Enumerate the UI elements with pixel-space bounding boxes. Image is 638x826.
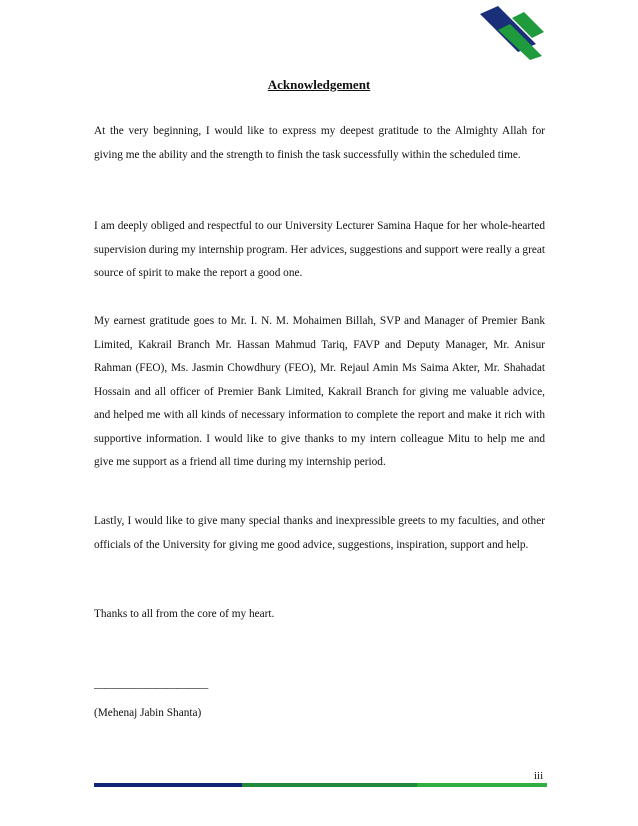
signature-name: (Mehenaj Jabin Shanta)	[94, 707, 202, 719]
paragraph-2: I am deeply obliged and respectful to our University Lecturer Samina Haque for her whole-hearted supervision during my internship program. Her advices, suggestions and support were really a great source of spirit to make the report a good one.	[94, 220, 545, 279]
bank-logo-icon	[476, 4, 546, 60]
paragraph-1: At the very beginning, I would like to express my deepest gratitude to the Almighty Allah for giving me the ability and the strength to finish the task successfully within the scheduled time.	[94, 125, 545, 161]
page-number: iii	[534, 770, 544, 782]
footer-bar	[94, 783, 547, 787]
paragraph-5: Thanks to all from the core of my heart.	[94, 608, 275, 620]
footer-bar-navy	[94, 783, 242, 787]
paragraph-4: Lastly, I would like to give many special thanks and inexpressible greets to my faculties, and other officials of the University for giving me good advice, suggestions, inspiration, support and help.	[94, 515, 545, 551]
footer-bar-green	[242, 783, 417, 787]
footer-bar-lightgreen	[417, 783, 547, 787]
signature-line: ———————————	[94, 682, 208, 694]
paragraph-3: My earnest gratitude goes to Mr. I. N. M. Mohaimen Billah, SVP and Manager of Premier Bank Limited, Kakrail Branch Mr. Hassan Mahmud Tariq, FAVP and Deputy Manager, Mr. Anisur Rahman (FEO), Ms. Jasmin Chowdhury (FEO), Mr. Rejaul Amin Ms Saima Akter, Mr. Shahadat Hossain and all officer of Premier Bank Limited, Kakrail Branch for giving me valuable advice, and helped me with all kinds of necessary information to complete the report and make it rich with supportive information. I would like to give thanks to my intern colleague Mitu to help me and give me support as a friend all time during my internship period.	[94, 315, 545, 468]
page-title: Acknowledgement	[267, 77, 371, 92]
